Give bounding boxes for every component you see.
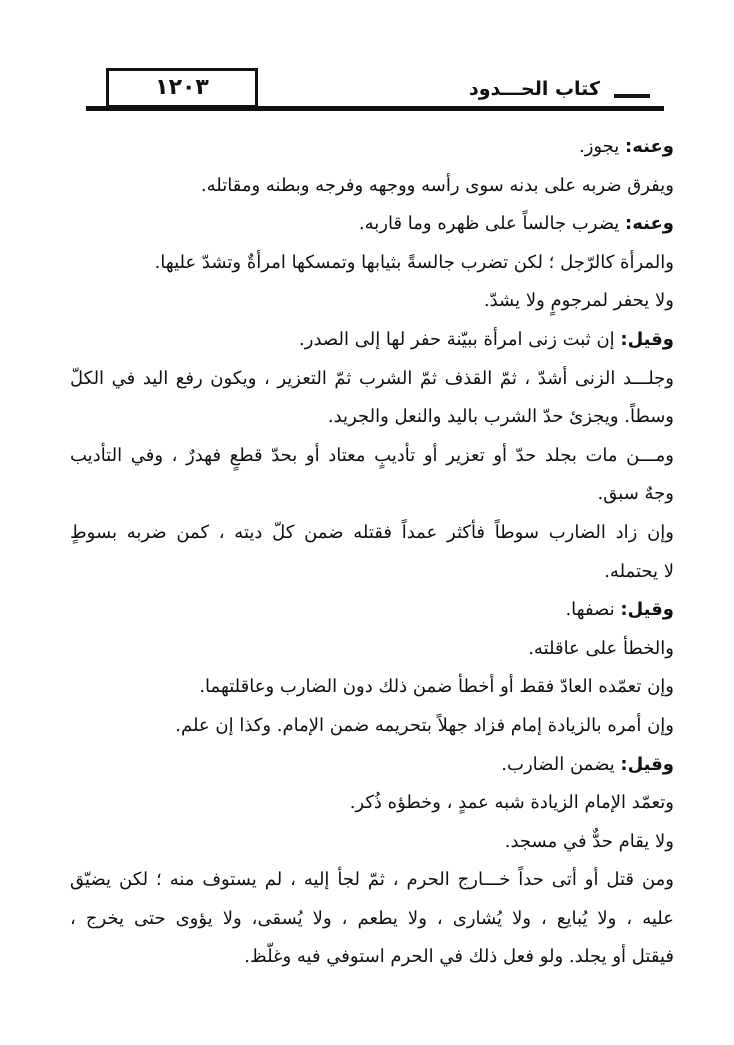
line-text: يضمن الضارب. [501,753,621,775]
line-text: ولا يقام حدٌّ في مسجد. [504,830,674,852]
line-text: وسطاً. ويجزئ حدّ الشرب باليد والنعل والجريد. [327,406,674,428]
text-line [70,437,674,476]
line-text: إن ثبت زنى امرأة ببيّنة حفر لها إلى الصدر. [299,328,621,350]
line-text: يجوز. [578,136,626,157]
text-line [70,475,674,514]
text-line [70,591,674,630]
bold-term: وعنه: [625,136,674,157]
body-text [70,128,674,977]
text-line [70,746,674,785]
line-text: عليه ، ولا يُبايع ، ولا يُشارى ، ولا يطعم ، ولا يُسقى، ولا يؤوى حتى يخرج ، [70,907,674,929]
line-text: والمرأة كالرّجل ؛ لكن تضرب جالسةً بثيابها وتمسكها امرأةٌ وتشدّ عليها. [154,251,674,273]
line-text: ومن قتل أو أتى حداً خـــارج الحرم ، ثمّ لجأ إليه ، لم يستوف منه ؛ لكن يضيّق [70,869,674,891]
text-line [70,514,674,553]
line-text: ولا يحفر لمرجومٍ ولا يشدّ. [483,290,674,312]
line-text: وجلـــد الزنى أشدّ ، ثمّ القذف ثمّ الشرب ثمّ التعزير ، ويكون رفع اليد في الكلّ [70,367,674,389]
text-line [70,784,674,823]
text-line [70,553,674,592]
line-text: ومـــن مات بجلد حدّ أو تعزير أو تأديبٍ معتاد أو بحدّ قطعٍ فهدرٌ ، وفي التأديب [70,444,674,466]
text-line [70,938,674,977]
line-text: وإن أمره بالزيادة إمام فزاد جهلاً بتحريمه ضمن الإمام. وكذا إن علم. [175,714,674,736]
text-line [70,167,674,206]
text-line [70,630,674,669]
page-number: ١٢٠٣ [155,75,209,100]
text-line [70,128,674,167]
line-text: ويفرق ضربه على بدنه سوى رأسه ووجهه وفرجه وبطنه ومقاتله. [200,174,674,196]
page-number-box [106,68,258,108]
text-line [70,205,674,244]
page-header [86,68,664,114]
text-line [70,900,674,939]
text-line [70,244,674,283]
text-line [70,282,674,321]
bold-term: وقيل: [620,599,674,621]
bold-term: وقيل: [620,328,674,350]
line-text: وإن تعمّده العادّ فقط أو أخطأ ضمن ذلك دون الضارب وعاقلتهما. [199,676,674,698]
line-text: والخطأ على عاقلته. [528,637,674,659]
bold-term: وعنه: [625,213,674,235]
text-line [70,861,674,900]
text-line [70,823,674,862]
line-text: فيقتل أو يجلد. ولو فعل ذلك في الحرم استوفي فيه وغلّظ. [244,946,674,968]
line-text: وإن زاد الضارب سوطاً فأكثر عمداً فقتله ضمن كلّ ديته ، كمن ضربه بسوطٍ [70,521,674,543]
line-text: وجهٌ سبق. [597,483,674,505]
text-line [70,321,674,360]
text-line [70,398,674,437]
text-line [70,668,674,707]
bold-term: وقيل: [620,753,674,775]
line-text: نصفها. [565,599,621,621]
line-text: لا يحتمله. [604,560,674,582]
text-line [70,707,674,746]
header-dash [614,94,650,98]
chapter-title: كتاب الحـــدود [461,78,608,100]
text-line [70,360,674,399]
line-text: يضرب جالساً على ظهره وما قاربه. [358,213,626,235]
line-text: وتعمّد الإمام الزيادة شبه عمدٍ ، وخطؤه ذُكر. [349,792,674,814]
